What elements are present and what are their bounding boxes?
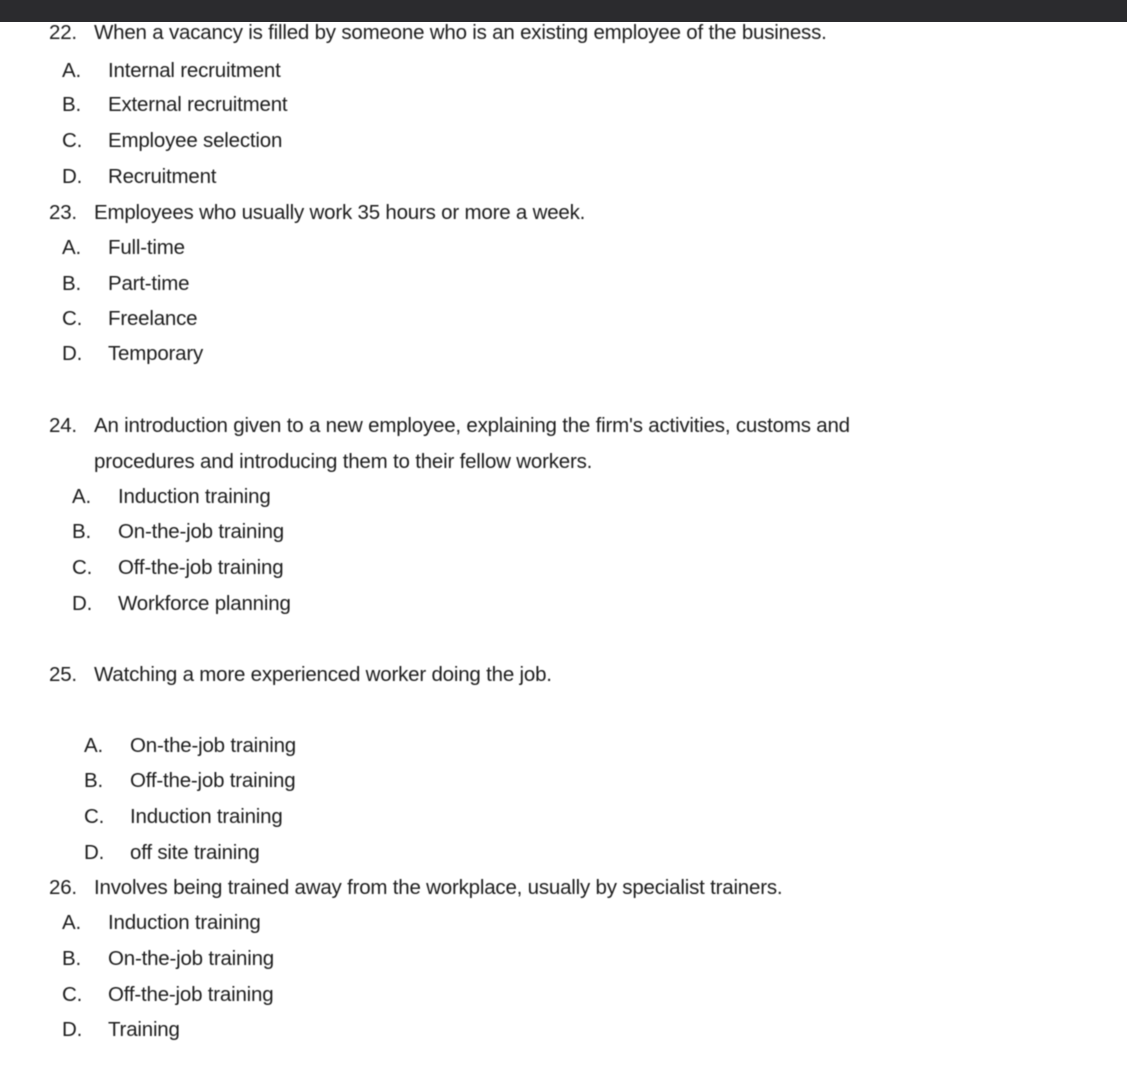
option-26-c [62,983,273,1007]
question-number: 24. [49,414,77,437]
option-letter: A. [62,59,81,82]
option-text: Employee selection [108,129,283,152]
option-text: Workforce planning [118,592,291,615]
option-letter: D. [62,1018,83,1041]
option-22-c [62,129,282,153]
option-text: External recruitment [108,93,288,116]
option-text: Induction training [130,805,283,828]
option-text: Temporary [108,342,204,365]
option-letter: C. [62,129,83,152]
option-letter: C. [62,307,83,330]
question-text: Watching a more experienced worker doing the job. [94,663,552,686]
option-letter: D. [72,592,93,615]
option-26-d [62,1018,180,1042]
option-text: Part-time [108,272,190,295]
question-24-continuation [94,450,592,474]
question-25 [49,663,552,687]
question-number: 25. [49,663,77,686]
option-24-d [72,592,291,616]
option-24-b [72,520,284,544]
question-number: 22. [49,21,77,44]
option-letter: B. [72,520,91,543]
question-22 [49,21,827,45]
option-23-b [62,272,189,296]
option-text: Internal recruitment [108,59,281,82]
question-23 [49,201,585,225]
option-letter: B. [62,93,81,116]
option-letter: A. [72,485,91,508]
option-text: Recruitment [108,165,217,188]
question-24 [49,414,850,438]
option-letter: B. [62,947,81,970]
option-26-a [62,911,261,935]
option-letter: C. [62,983,83,1006]
option-text: Freelance [108,307,198,330]
option-22-b [62,93,287,117]
option-26-b [62,947,274,971]
option-text: Induction training [108,911,261,934]
option-text: Off-the-job training [108,983,274,1006]
question-text: An introduction given to a new employee, explaining the firm's activities, customs and [94,414,850,437]
option-25-c [84,805,283,829]
option-22-d [62,165,216,189]
option-letter: D. [62,165,83,188]
option-letter: C. [72,556,93,579]
option-text: On-the-job training [130,734,296,757]
option-letter: B. [62,272,81,295]
option-letter: D. [84,841,105,864]
option-text: Off-the-job training [118,556,284,579]
option-24-c [72,556,283,580]
option-23-d [62,342,203,366]
option-25-d [84,841,260,865]
question-text: Employees who usually work 35 hours or more a week. [94,201,586,224]
option-22-a [62,59,281,83]
option-text: On-the-job training [118,520,284,543]
question-text: Involves being trained away from the workplace, usually by specialist trainers. [94,876,783,899]
option-letter: B. [84,769,103,792]
option-letter: A. [62,236,81,259]
option-letter: A. [84,734,103,757]
option-24-a [72,485,271,509]
question-number: 23. [49,201,77,224]
option-text: Training [108,1018,180,1041]
option-letter: C. [84,805,105,828]
question-text-continuation: procedures and introducing them to their fellow workers. [94,450,593,473]
option-25-a [84,734,296,758]
question-26 [49,876,782,900]
question-number: 26. [49,876,77,899]
option-text: Off-the-job training [130,769,296,792]
option-letter: A. [62,911,81,934]
option-text: Induction training [118,485,271,508]
option-25-b [84,769,295,793]
option-text: Full-time [108,236,185,259]
question-text: When a vacancy is filled by someone who is an existing employee of the business. [94,21,827,44]
option-23-c [62,307,197,331]
option-23-a [62,236,185,260]
option-text: off site training [130,841,260,864]
option-letter: D. [62,342,83,365]
option-text: On-the-job training [108,947,274,970]
